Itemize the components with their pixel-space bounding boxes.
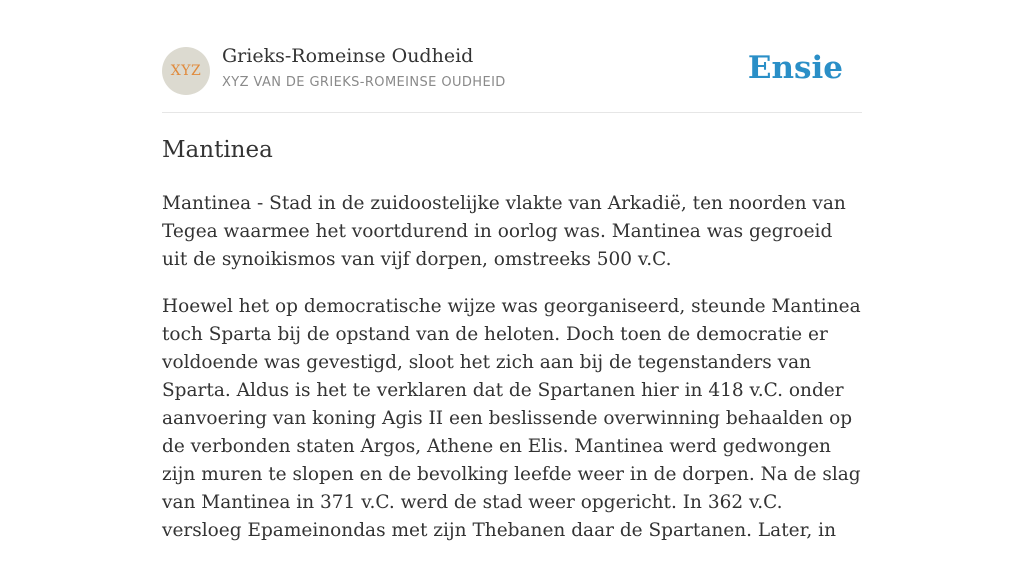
- source-title-link[interactable]: Grieks-Romeinse Oudheid: [222, 45, 474, 67]
- article-paragraph: Hoewel het op democratische wijze was georganiseerd, steunde Mantinea toch Sparta bij de opstand van de heloten. Doch toen de democratie er voldoende was gevestigd, sloot het zich aan bij de tegenstanders van Sparta. Aldus is het te verklaren dat de Spartanen hier in 418 v.C. onder aanvoering van koning Agis II een beslissende overwinning behaalden op de verbonden staten Argos, Athene en Elis. Mantinea werd gedwongen zijn muren te slopen en de bevolking leefde weer in de dorpen. Na de slag van Mantinea in 371 v.C. werd de stad weer opgericht. In 362 v.C. versloeg Epameinondas met zijn Thebanen daar de Spartanen. Later, in: [162, 296, 861, 541]
- article-paragraph: Mantinea - Stad in de zuidoostelijke vlakte van Arkadië, ten noorden van Tegea waarmee het voortdurend in oorlog was. Mantinea was gegroeid uit de synoikismos van vijf dorpen, omstreeks 500 v.C.: [162, 193, 846, 270]
- source-header: [162, 0, 862, 113]
- content-container: [162, 0, 862, 541]
- ensie-logo-link[interactable]: Ensie: [747, 50, 843, 86]
- source-avatar[interactable]: XYZ: [162, 47, 210, 95]
- source-subtitle: XYZ VAN DE GRIEKS-ROMEINSE OUDHEID: [222, 75, 506, 90]
- article-title: Mantinea: [162, 137, 273, 163]
- article-body: [162, 190, 862, 564]
